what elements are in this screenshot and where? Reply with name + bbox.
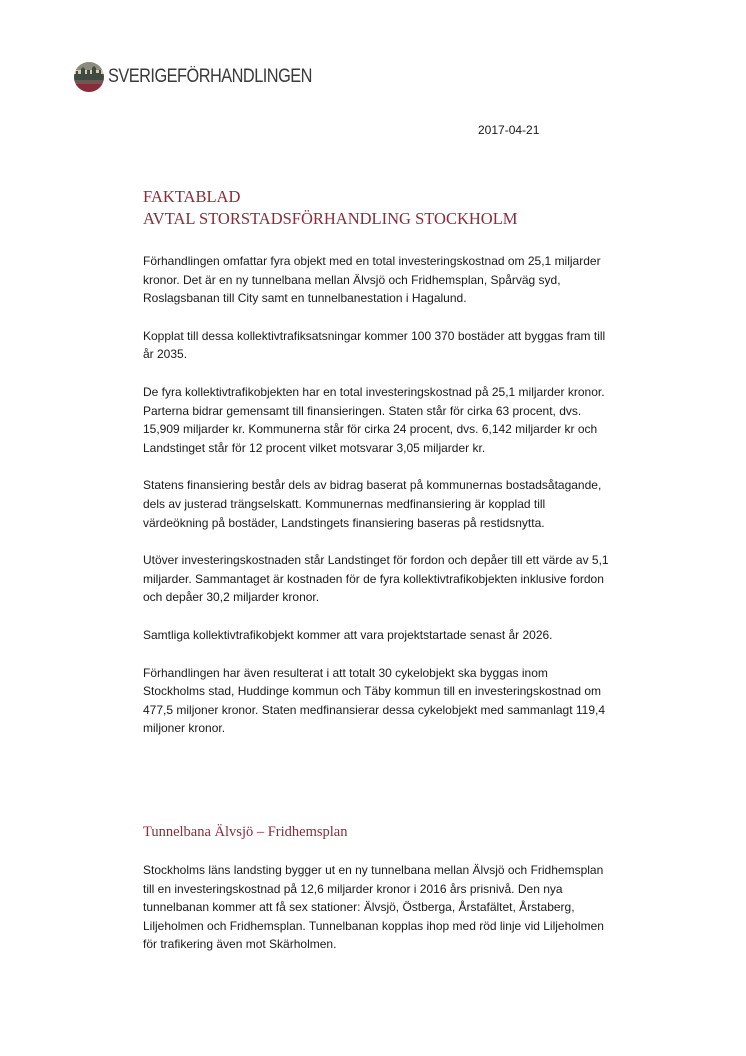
body-text — [143, 252, 613, 757]
paragraph: Förhandlingen har även resulterat i att totalt 30 cykelobjekt ska byggas inom Stockholms stad, Huddinge kommun och Täby kommun till en investeringskostnad om 477,5 miljoner kronor. Staten medfinansierar dessa cykelobjekt med sammanlagt 119,4 miljoner kronor. — [143, 665, 606, 736]
paragraph: Stockholms läns landsting bygger ut en ny tunnelbana mellan Älvsjö och Fridhemsplan till en investeringskostnad på 12,6 miljarder kronor i 2016 års prisnivå. Den nya tunnelbanan kommer att få sex stationer: Älvsjö, Östberga, Årstafältet, Årstaberg, Liljeholmen och Fridhemsplan. Tunnelbanan kopplas ihop med röd linje vid Liljeholmen för trafikering även mot Skärholmen. — [143, 863, 604, 952]
paragraph: Kopplat till dessa kollektivtrafiksatsningar kommer 100 370 bostäder att byggas fram till år 2035. — [143, 328, 606, 362]
paragraph: Förhandlingen omfattar fyra objekt med en total investeringskostnad om 25,1 miljarder kronor. Det är en ny tunnelbana mellan Älvsjö och Fridhemsplan, Spårväg syd, Roslagsbanan till City samt en tunnelbanestation i Hagalund. — [143, 254, 601, 306]
paragraph: De fyra kollektivtrafikobjekten har en total investeringskostnad på 25,1 miljarder kronor. Parterna bidrar gemensamt till finansieringen. Staten står för cirka 63 procent, dvs. 15,909 miljarder kr. Kommunerna står för cirka 24 procent, dvs. 6,142 miljarder kr och Landstinget står för 12 procent vilket motsvarar 3,05 miljarder kr. — [143, 384, 605, 455]
city-skyline-logo-icon — [73, 61, 105, 93]
logo-wordmark: SVERIGEFÖRHANDLINGEN — [108, 66, 312, 87]
document-date: 2017-04-21 — [478, 123, 540, 137]
paragraph: Statens finansiering består dels av bidrag baserat på kommunernas bostadsåtagande, dels av justerad trängselskatt. Kommunernas medfinansiering är kopplad till värdeökning på bostäder, Landstingets finansiering baseras på restidsnytta. — [143, 478, 602, 530]
section-heading: Tunnelbana Älvsjö – Fridhemsplan — [143, 824, 348, 840]
paragraph: Samtliga kollektivtrafikobjekt kommer att vara projektstartade senast år 2026. — [143, 627, 553, 642]
title-line-2: AVTAL STORSTADSFÖRHANDLING STOCKHOLM — [143, 209, 518, 228]
document-title — [143, 186, 517, 230]
organization-logo — [73, 61, 345, 93]
title-line-1: FAKTABLAD — [143, 187, 241, 206]
paragraph: Utöver investeringskostnaden står Landstinget för fordon och depåer till ett värde av 5,1 miljarder. Sammantaget är kostnaden för de fyra kollektivtrafikobjekten inklusive fordon och depåer 30,2 miljarder kronor. — [143, 553, 609, 605]
section-body — [143, 861, 613, 954]
